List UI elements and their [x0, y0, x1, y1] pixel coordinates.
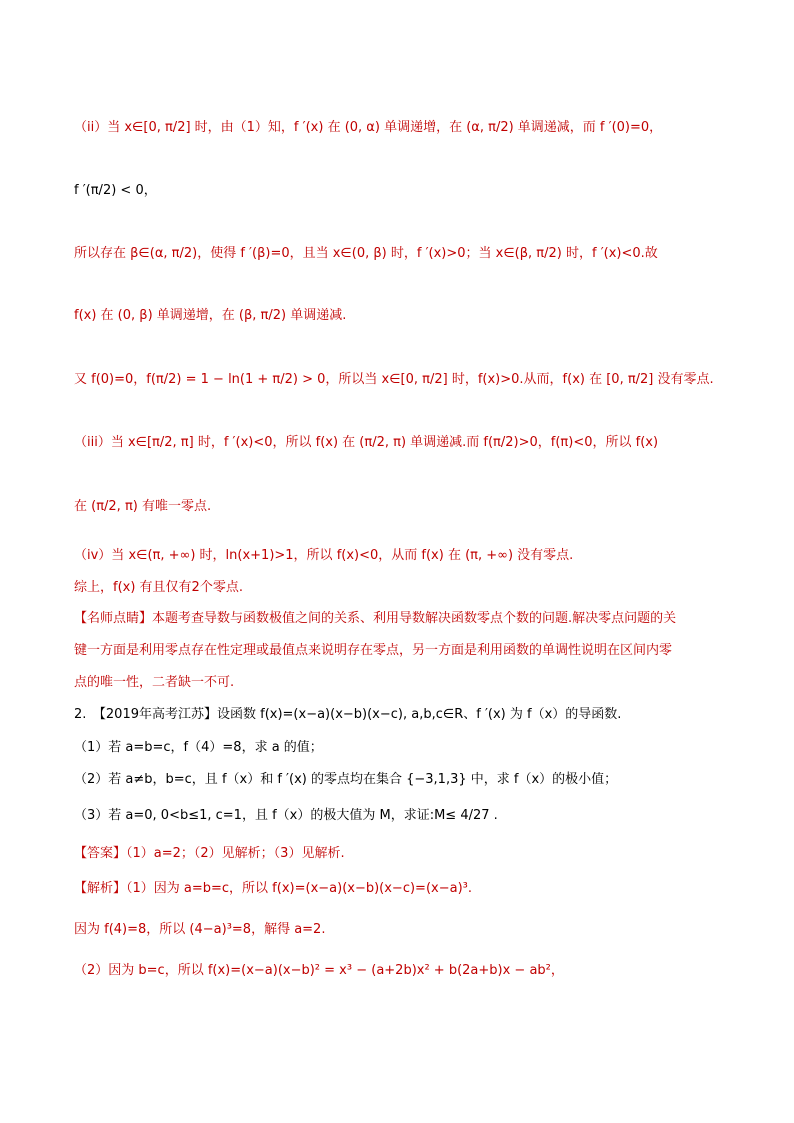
line-5: 又 f(0)=0，f(π/2) = 1 − ln(1 + π/2) > 0，所以当 x∈[0, π/2] 时，f(x)>0.从而，f(x) 在 [0, π/2] 没有零点. [74, 372, 714, 387]
line-20: （2）因为 b=c，所以 f(x)=(x−a)(x−b)² = x³ − (a+2b)x² + b(2a+b)x − ab²， [74, 963, 564, 978]
line-16: （3）若 a=0, 0<b≤1, c=1，且 f（x）的极大值为 M，求证:M≤ 4/27 . [74, 808, 498, 823]
line-19: 因为 f(4)=8，所以 (4−a)³=8，解得 a=2. [74, 922, 326, 937]
line-2: f ′(π/2) < 0， [74, 183, 157, 198]
line-3: 所以存在 β∈(α, π/2)，使得 f ′(β)=0，且当 x∈(0, β) 时，f ′(x)>0；当 x∈(β, π/2) 时，f ′(x)<0.故 [74, 246, 658, 261]
line-9: 综上，f(x) 有且仅有2个零点. [74, 580, 243, 595]
line-17: 【答案】（1）a=2；（2）见解析；（3）见解析. [74, 846, 345, 861]
line-8: （iv）当 x∈(π, +∞) 时，ln(x+1)>1，所以 f(x)<0，从而 f(x) 在 (π, +∞) 没有零点. [74, 548, 574, 563]
line-1: （ii）当 x∈[0, π/2] 时，由（1）知，f ′(x) 在 (0, α) 单调递增，在 (α, π/2) 单调递减，而 f ′(0)=0， [74, 120, 663, 135]
line-14: （1）若 a=b=c，f（4）=8，求 a 的值； [74, 740, 323, 755]
line-13: 2. 【2019年高考江苏】设函数 f(x)=(x−a)(x−b)(x−c), a,b,c∈R、f ′(x) 为 f（x）的导函数. [74, 707, 622, 722]
line-4: f(x) 在 (0, β) 单调递增，在 (β, π/2) 单调递减. [74, 308, 347, 323]
line-11: 键一方面是利用零点存在性定理或最值点来说明存在零点，另一方面是利用函数的单调性说明在区间内零 [74, 643, 673, 658]
line-18: 【解析】（1）因为 a=b=c，所以 f(x)=(x−a)(x−b)(x−c)=(x−a)³. [74, 881, 472, 896]
line-15: （2）若 a≠b，b=c，且 f（x）和 f ′(x) 的零点均在集合 {−3,1,3} 中，求 f（x）的极小值； [74, 772, 618, 787]
line-7: 在 (π/2, π) 有唯一零点. [74, 499, 212, 514]
line-6: （iii）当 x∈[π/2, π] 时，f ′(x)<0，所以 f(x) 在 (π/2, π) 单调递减.而 f(π/2)>0，f(π)<0，所以 f(x) [74, 435, 659, 450]
line-10: 【名师点睛】本题考查导数与函数极值之间的关系、利用导数解决函数零点个数的问题.解决零点问题的关 [74, 611, 677, 626]
line-12: 点的唯一性，二者缺一不可. [74, 675, 235, 690]
